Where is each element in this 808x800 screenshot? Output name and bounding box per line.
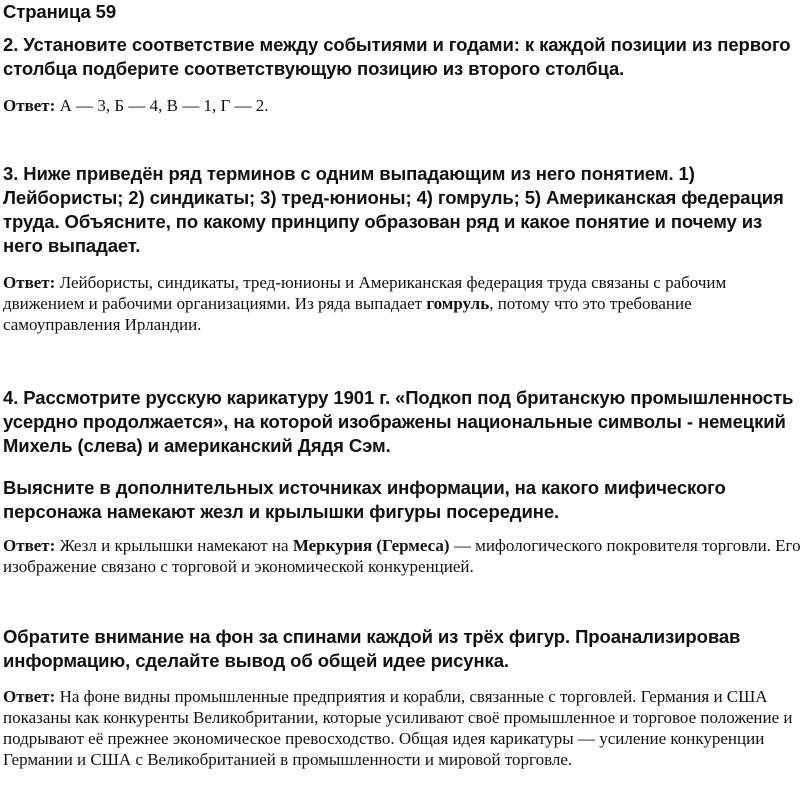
answer-label: Ответ: <box>3 687 56 706</box>
task-4-question: 4. Рассмотрите русскую карикатуру 1901 г. «Подкоп под британскую промышленность усердно продолжается», на которой изображены национальные символы - немецкий Михель (слева) и американский Дядя Сэм. <box>3 387 794 456</box>
task-3-answer <box>3 272 805 335</box>
answer-label: Ответ: <box>3 96 56 115</box>
task-2-question: 2. Установите соответствие между событиями и годами: к каждой позиции из первого столбца подберите соответствующую позицию из второго столбца. <box>3 34 791 79</box>
answer-highlight: гомруль <box>426 294 490 313</box>
task-4-answer <box>3 535 805 577</box>
answer-text: Лейбористы, синдикаты, тред-юнионы и Американская федерация труда связаны с рабочим движением и рабочими организациями. Из ряда выпадает <box>3 273 727 313</box>
task-4-subquestion: Выясните в дополнительных источниках информации, на какого мифического персонажа намекают жезл и крылышки фигуры посередине. <box>3 477 726 522</box>
answer-label: Ответ: <box>3 536 56 555</box>
task-5-question: Обратите внимание на фон за спинами каждой из трёх фигур. Проанализировав информацию, сделайте вывод об общей идее рисунка. <box>3 626 741 671</box>
task-3-question: 3. Ниже приведён ряд терминов с одним выпадающим из него понятием. 1) Лейбористы; 2) синдикаты; 3) тред-юнионы; 4) гомруль; 5) Американская федерация труда. Объясните, по какому принципу образован ряд и какое понятие и почему из него выпадает. <box>3 163 784 256</box>
answer-text: А — 3, Б — 4, В — 1, Г — 2. <box>55 96 269 115</box>
answer-text: На фоне видны промышленные предприятия и корабли, связанные с торговлей. Германия и США показаны как конкуренты Великобритании, которые усиливают своё промышленное и торговое положение и подрывают её прежнее экономическое превосходство. Общая идея карикатуры — усиление конкуренции Германии и США с Великобританией в промышленности и мировой торговле. <box>3 687 793 769</box>
answer-label: Ответ: <box>3 273 56 292</box>
answer-text: Жезл и крылышки намекают на <box>55 536 293 555</box>
answer-text: — мифологического покровителя торговли. Его изображение связано с торговой и экономической конкуренцией. <box>3 536 801 576</box>
answer-highlight: Меркурия (Гермеса) <box>292 536 450 555</box>
task-2-answer <box>3 95 269 116</box>
answer-text: , потому что это требование самоуправления Ирландии. <box>3 294 692 334</box>
task-5-answer <box>3 686 805 770</box>
page-title: Страница 59 <box>3 1 117 22</box>
